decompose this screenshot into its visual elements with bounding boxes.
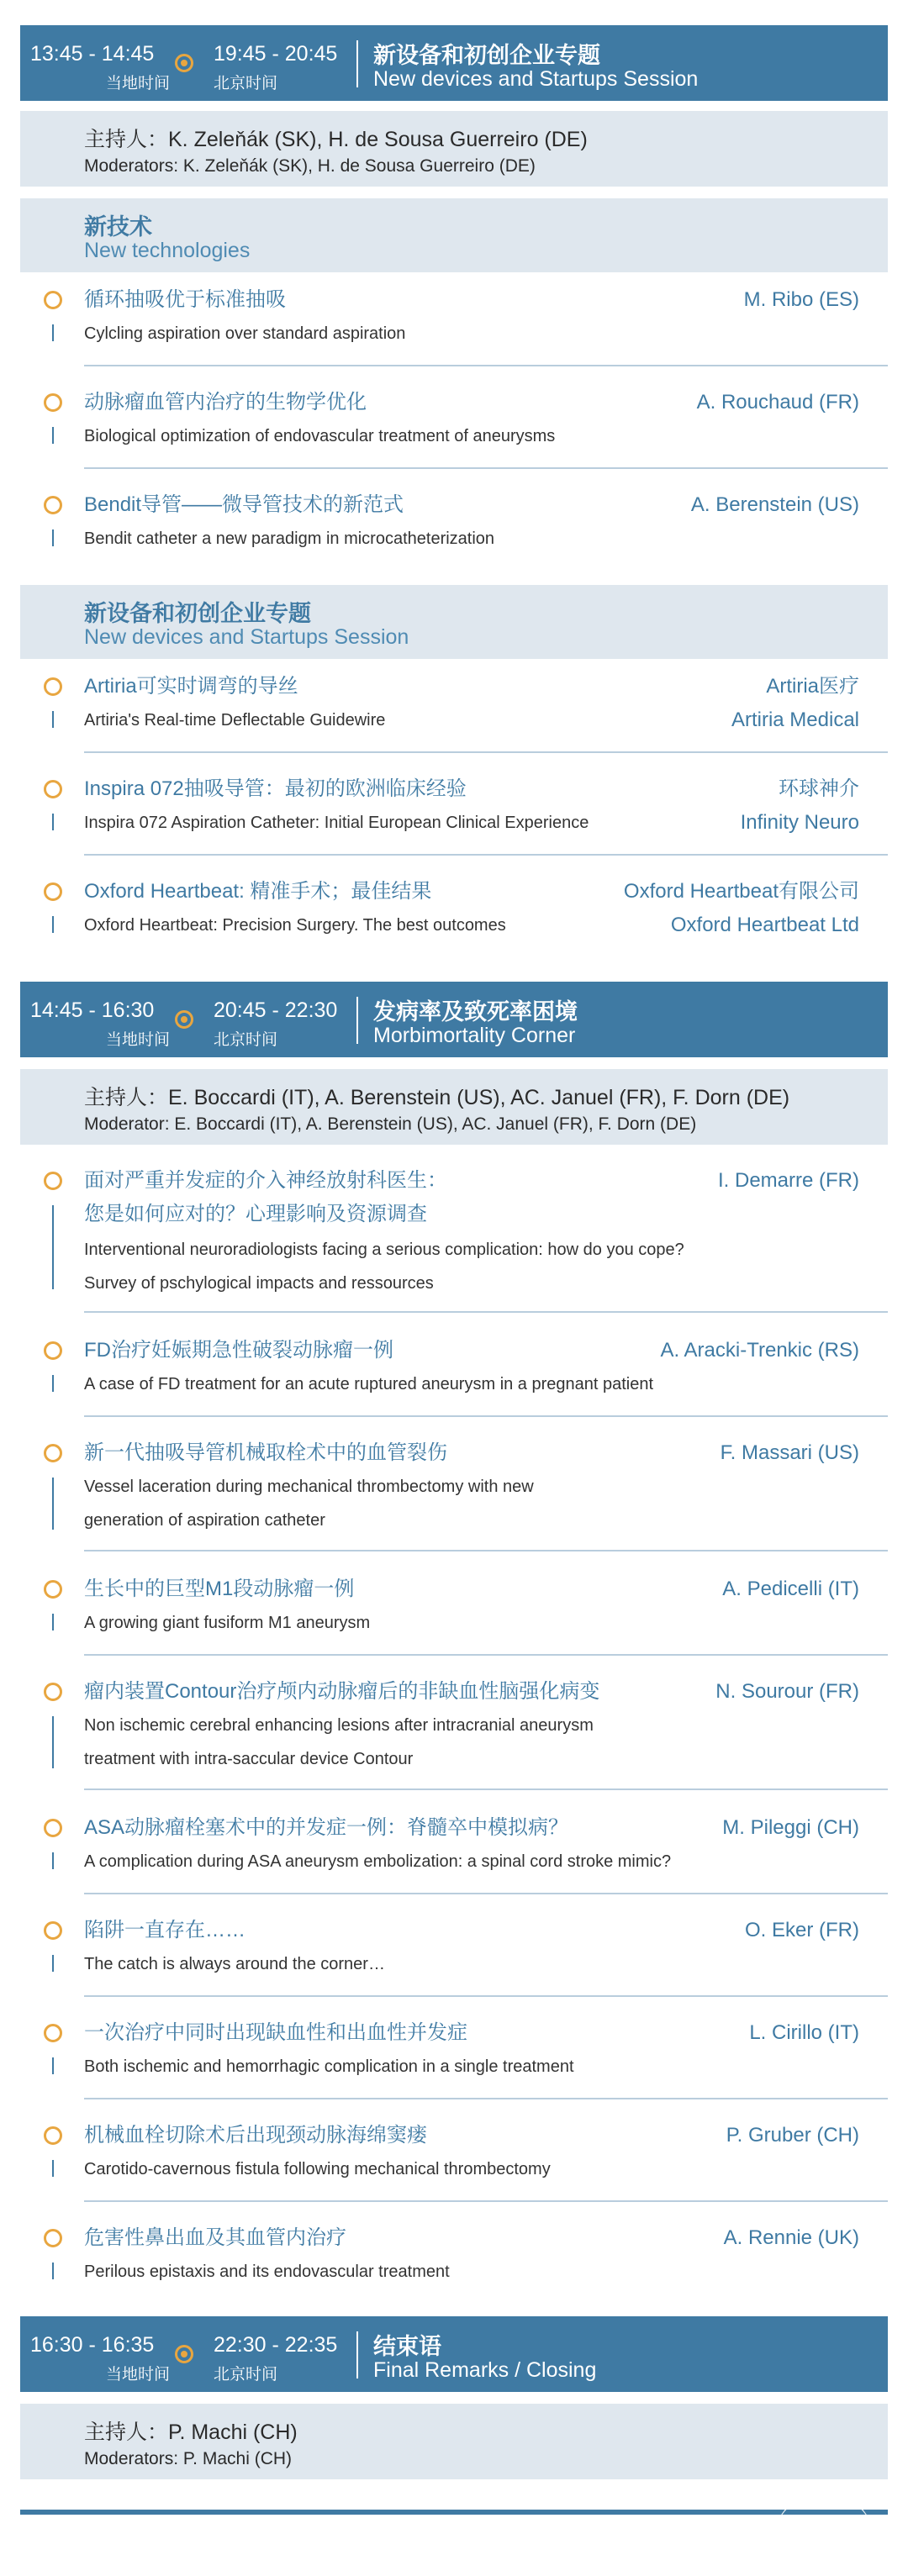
talk-title-en-line2: treatment with intra-saccular device Contour [84, 1750, 414, 1768]
header-divider [356, 40, 358, 87]
talk-speaker: A. Rouchaud (FR) [696, 391, 859, 414]
talk-title-cn: 危害性鼻出血及其血管内治疗 [84, 2226, 346, 2249]
talk-separator [84, 467, 888, 469]
talk-speaker: P. Gruber (CH) [726, 2124, 859, 2147]
talk-item [20, 1577, 888, 1661]
talk-title-en: Biological optimization of endovascular treatment of aneurysms [84, 427, 556, 445]
subsection-new-devices [20, 585, 888, 659]
talk-item [20, 390, 888, 474]
talk-title-cn: Inspira 072抽吸导管：最初的欧洲临床经验 [84, 777, 467, 800]
talk-line [52, 711, 54, 728]
talk-line [52, 1614, 54, 1630]
beijing-time-caption: 北京时间 [214, 75, 278, 92]
talk-title-cn: Bendit导管——微导管技术的新范式 [84, 493, 404, 516]
beijing-time-block [214, 982, 365, 1057]
talk-title-cn: Oxford Heartbeat: 精准手术；最佳结果 [84, 880, 432, 903]
header-divider [356, 2331, 358, 2378]
talk-separator [84, 365, 888, 366]
local-time-block [29, 982, 180, 1057]
talk-title-cn: 面对严重并发症的介入神经放射科医生： [84, 1169, 447, 1192]
talk-title-en: Oxford Heartbeat: Precision Surgery. The best outcomes [84, 916, 506, 935]
talk-line [52, 1478, 54, 1530]
talk-line [52, 1955, 54, 1972]
talk-title-en-line2: Survey of pschylogical impacts and ressources [84, 1274, 434, 1293]
talk-item [20, 1338, 888, 1422]
bullet-circle-icon [44, 2024, 62, 2042]
talk-item [20, 287, 888, 371]
talk-speaker: 环球神介 [779, 777, 859, 800]
talk-item [20, 493, 888, 560]
talk-separator [84, 1311, 888, 1313]
talk-title-cn: 动脉瘤血管内治疗的生物学优化 [84, 391, 367, 414]
talk-title-cn: 瘤内装置Contour治疗颅内动脉瘤后的非缺血性脑强化病变 [84, 1680, 600, 1703]
bullet-circle-icon [44, 1580, 62, 1599]
decorative-arc-icon [773, 2491, 874, 2542]
local-time-caption: 当地时间 [105, 75, 170, 92]
session-header-3 [20, 2316, 888, 2392]
moderator-en: Moderator: E. Boccardi (IT), A. Berenstein (US), AC. Januel (FR), F. Dorn (DE) [84, 1114, 697, 1134]
subsection-new-technologies [20, 198, 888, 272]
talk-separator [84, 854, 888, 856]
talk-separator [84, 1893, 888, 1894]
talk-title-en: Carotido-cavernous fistula following mechanical thrombectomy [84, 2160, 551, 2178]
talk-separator [84, 1550, 888, 1551]
talk-title-cn: 陷阱一直存在…… [84, 1919, 245, 1941]
clock-dot-icon [175, 1010, 193, 1029]
bullet-circle-icon [44, 1172, 62, 1190]
bottom-rule [20, 2510, 888, 2515]
clock-dot-icon [175, 2345, 193, 2363]
beijing-time-caption: 北京时间 [214, 2366, 278, 2384]
talk-line [52, 1716, 54, 1768]
talk-title-en: A case of FD treatment for an acute ruptured aneurysm in a pregnant patient [84, 1375, 654, 1393]
local-time: 13:45 - 14:45 [30, 42, 155, 66]
talk-speaker: F. Massari (US) [720, 1441, 859, 1464]
talk-title-en: Interventional neuroradiologists facing a serious complication: how do you cope? [84, 1241, 684, 1259]
talk-separator [84, 2098, 888, 2099]
talk-speaker: Artiria医疗 [766, 675, 859, 698]
talk-item [20, 2226, 888, 2293]
moderator-cn: 主持人：P. Machi (CH) [84, 2421, 298, 2444]
talk-title-cn: 循环抽吸优于标准抽吸 [84, 288, 286, 311]
talk-line [52, 1852, 54, 1869]
bullet-circle-icon [44, 1683, 62, 1701]
local-time-block [29, 2316, 180, 2392]
session-title-en: New devices and Startups Session [373, 67, 699, 91]
header-divider [356, 997, 358, 1044]
talk-speaker-en: Artiria Medical [731, 709, 859, 731]
talk-title-cn: ASA动脉瘤栓塞术中的并发症一例：脊髓卒中模拟病？ [84, 1816, 569, 1839]
talk-item [20, 1918, 888, 2002]
subsection-title-en: New technologies [84, 239, 251, 262]
talk-line [52, 814, 54, 830]
talk-speaker-en: Oxford Heartbeat Ltd [670, 914, 859, 936]
talk-speaker: O. Eker (FR) [745, 1919, 859, 1941]
bullet-circle-icon [44, 496, 62, 514]
moderator-cn: 主持人：E. Boccardi (IT), A. Berenstein (US), AC. Januel (FR), F. Dorn (DE) [84, 1086, 790, 1109]
talk-line [52, 324, 54, 341]
local-time-caption: 当地时间 [105, 1031, 170, 1049]
bullet-circle-icon [44, 1341, 62, 1360]
local-time-caption: 当地时间 [105, 2366, 170, 2384]
talk-title-en: Both ischemic and hemorrhagic complication in a single treatment [84, 2057, 574, 2076]
talk-title-cn: 机械血栓切除术后出现颈动脉海绵窦瘘 [84, 2124, 427, 2147]
moderator-box-1 [20, 111, 888, 187]
talk-item [20, 1679, 888, 1797]
session-title-cn: 结束语 [373, 2334, 441, 2359]
session-header-1 [20, 25, 888, 101]
subsection-title-cn: 新技术 [84, 214, 152, 240]
talk-separator [84, 1995, 888, 1997]
talk-item [20, 674, 888, 758]
talk-item [20, 879, 888, 946]
talk-title-en: A complication during ASA aneurysm embolization: a spinal cord stroke mimic? [84, 1852, 672, 1871]
beijing-time: 20:45 - 22:30 [214, 998, 338, 1022]
talk-title-cn: 新一代抽吸导管机械取栓术中的血管裂伤 [84, 1441, 447, 1464]
talk-line [52, 1375, 54, 1392]
bullet-circle-icon [44, 1921, 62, 1940]
talk-speaker: A. Rennie (UK) [723, 2226, 859, 2249]
talk-title-en: Perilous epistaxis and its endovascular treatment [84, 2263, 450, 2281]
moderator-en: Moderators: K. Zeleňák (SK), H. de Sousa Guerreiro (DE) [84, 156, 536, 176]
talk-title-cn: FD治疗妊娠期急性破裂动脉瘤一例 [84, 1339, 393, 1362]
talk-title-en: A growing giant fusiform M1 aneurysm [84, 1614, 371, 1632]
talk-title-en: Non ischemic cerebral enhancing lesions after intracranial aneurysm [84, 1716, 594, 1735]
talk-separator [84, 751, 888, 753]
talk-line [52, 427, 54, 444]
talk-speaker: M. Pileggi (CH) [722, 1816, 859, 1839]
beijing-time: 22:30 - 22:35 [214, 2333, 338, 2357]
talk-line [52, 2057, 54, 2074]
talk-title-en: Bendit catheter a new paradigm in microcatheterization [84, 529, 495, 548]
talk-line [52, 529, 54, 546]
talk-item [20, 777, 888, 861]
talk-line [52, 2160, 54, 2177]
moderator-en: Moderators: P. Machi (CH) [84, 2449, 293, 2468]
bullet-circle-icon [44, 393, 62, 412]
talk-line [52, 2263, 54, 2279]
session-title-cn: 新设备和初创企业专题 [373, 43, 600, 68]
clock-dot-icon [175, 54, 193, 72]
talk-title-en: The catch is always around the corner… [84, 1955, 385, 1973]
bullet-circle-icon [44, 1819, 62, 1837]
talk-item [20, 1168, 888, 1311]
bullet-circle-icon [44, 882, 62, 901]
bullet-circle-icon [44, 2126, 62, 2145]
talk-title-cn: Artiria可实时调弯的导丝 [84, 675, 298, 698]
talk-title-en-line2: generation of aspiration catheter [84, 1511, 325, 1530]
talk-speaker: A. Aracki-Trenkic (RS) [660, 1339, 859, 1362]
session-title-cn: 发病率及致死率困境 [373, 999, 578, 1025]
talk-title-cn-line2: 您是如何应对的？心理影响及资源调查 [84, 1203, 427, 1225]
talk-speaker: A. Pedicelli (IT) [722, 1578, 859, 1600]
moderator-box-2 [20, 1069, 888, 1145]
talk-item [20, 1441, 888, 1558]
beijing-time: 19:45 - 20:45 [214, 42, 338, 66]
session-title-en: Morbimortality Corner [373, 1024, 576, 1047]
moderator-cn: 主持人：K. Zeleňák (SK), H. de Sousa Guerreiro (DE) [84, 128, 588, 151]
talk-line [52, 1205, 54, 1289]
bullet-circle-icon [44, 780, 62, 798]
bullet-circle-icon [44, 677, 62, 696]
talk-separator [84, 2200, 888, 2202]
bullet-circle-icon [44, 291, 62, 309]
talk-item [20, 1815, 888, 1899]
moderator-box-3 [20, 2404, 888, 2479]
talk-separator [84, 1415, 888, 1417]
talk-separator [84, 1788, 888, 1790]
subsection-title-en: New devices and Startups Session [84, 625, 409, 649]
talk-line [52, 916, 54, 933]
talk-title-cn: 生长中的巨型M1段动脉瘤一例 [84, 1578, 355, 1600]
talk-separator [84, 1654, 888, 1656]
local-time-block [29, 25, 180, 101]
session-header-2 [20, 982, 888, 1057]
local-time: 14:45 - 16:30 [30, 998, 155, 1022]
session-title-en: Final Remarks / Closing [373, 2358, 597, 2382]
talk-speaker: Oxford Heartbeat有限公司 [623, 880, 859, 903]
talk-speaker: M. Ribo (ES) [743, 288, 859, 311]
subsection-title-cn: 新设备和初创企业专题 [84, 601, 311, 626]
talk-title-en: Artiria's Real-time Deflectable Guidewire [84, 711, 386, 730]
talk-item [20, 2020, 888, 2105]
talk-speaker: L. Cirillo (IT) [749, 2021, 859, 2044]
bullet-circle-icon [44, 1444, 62, 1462]
talk-speaker: A. Berenstein (US) [690, 493, 859, 516]
talk-speaker-en: Infinity Neuro [740, 811, 859, 834]
beijing-time-caption: 北京时间 [214, 1031, 278, 1049]
talk-title-cn: 一次治疗中同时出现缺血性和出血性并发症 [84, 2021, 467, 2044]
bullet-circle-icon [44, 2229, 62, 2247]
talk-title-en: Vessel laceration during mechanical thrombectomy with new [84, 1478, 534, 1496]
talk-title-en: Cylcling aspiration over standard aspiration [84, 324, 406, 343]
talk-item [20, 2123, 888, 2207]
talk-speaker: N. Sourour (FR) [715, 1680, 859, 1703]
talk-speaker: I. Demarre (FR) [718, 1169, 859, 1192]
beijing-time-block [214, 2316, 365, 2392]
beijing-time-block [214, 25, 365, 101]
local-time: 16:30 - 16:35 [30, 2333, 155, 2357]
talk-title-en: Inspira 072 Aspiration Catheter: Initial European Clinical Experience [84, 814, 589, 832]
